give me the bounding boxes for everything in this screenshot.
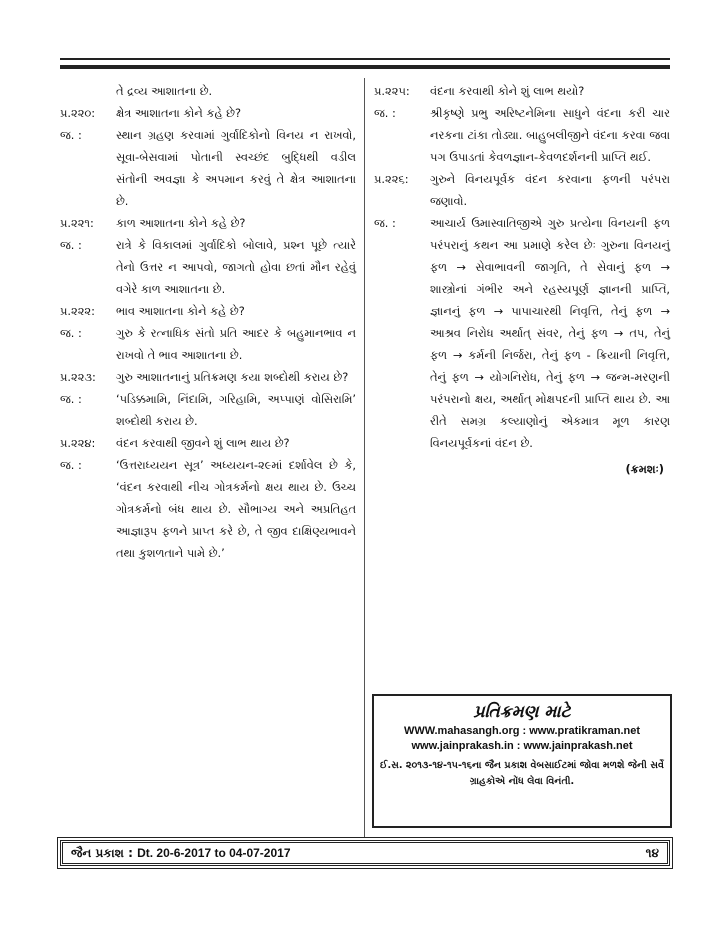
answer-text: ‘ઉત્તરાધ્યયન સૂત્ર’ અધ્યયન-૨૯માં દર્શાવેલ છે કે, ‘વંદન કરવાથી નીચ ગોત્રકર્મનો ક્ષય થાય છે. ઉચ્ચ ગોત્રકર્મનો બંધ થાય છે. સૌભાગ્ય અને અપ્રતિહત આજ્ઞારૂપ ફળને પ્રાપ્ત કરે છે, તે જીવ દાક્ષિણ્યભાવને તથા કુશળતાને પામે છે.’	[116, 458, 356, 560]
question-number: પ્ર.૨૨૩:	[60, 370, 96, 384]
answer-entry	[60, 322, 356, 366]
publication-name: જૈન પ્રકાશ :	[71, 845, 138, 860]
question-text: કાળ આશાતના કોને કહે છે?	[116, 216, 246, 230]
pratikraman-notice-box	[372, 694, 672, 828]
question-number: પ્ર.૨૨૧:	[60, 216, 94, 230]
question-entry	[60, 212, 356, 234]
left-column	[60, 80, 356, 564]
continuation-text: તે દ્રવ્ય આશાતના છે.	[116, 84, 213, 98]
answer-label: જ. :	[60, 326, 82, 340]
question-text: વંદન કરવાથી જીવને શું લાભ થાય છે?	[116, 436, 290, 450]
answer-label: જ. :	[60, 238, 82, 252]
answer-entry	[60, 234, 356, 300]
answer-label: જ. :	[60, 128, 82, 142]
answer-entry	[60, 454, 356, 564]
question-text: ગુરુ આશાતનાનું પ્રતિક્રમણ કયા શબ્દોથી કરાય છે?	[116, 370, 349, 384]
answer-text: સ્થાન ગ્રહણ કરવામાં ગુર્વાદિકોનો વિનય ન રાખવો, સૂવા-બેસવામાં પોતાની સ્વચ્છંદ બુદ્ધિથી વડીલ સંતોની અવજ્ઞા કે અપમાન કરવું તે ક્ષેત્ર આશાતના છે.	[116, 128, 356, 208]
top-rule	[60, 58, 670, 60]
answer-label: જ. :	[374, 106, 396, 120]
answer-text: ‘પડિક્કમામિ, નિંદામિ, ગરિહામિ, અપ્પાણં વોસિરામિ’ શબ્દોથી કરાય છે.	[116, 392, 356, 428]
issue-date: Dt. 20-6-2017 to 04-07-2017	[137, 845, 291, 860]
question-entry	[60, 300, 356, 322]
notice-title: પ્રતિક્રમણ માટે	[473, 702, 571, 722]
question-entry	[60, 102, 356, 124]
continued-label: (ક્રમશઃ)	[625, 462, 664, 476]
answer-entry	[374, 212, 670, 454]
notice-text: ઈ.સ. ૨૦૧૩-૧૪-૧૫-૧૬ના જૈન પ્રકાશ વેબસાઈટમાં જોવા મળશે જેની સર્વે ગ્રાહકોએ નોંધ લેવા વિનંતી.	[380, 760, 664, 787]
question-entry	[60, 366, 356, 388]
right-entries	[374, 80, 670, 454]
answer-label: જ. :	[60, 392, 82, 406]
answer-entry	[374, 102, 670, 168]
question-number: પ્ર.૨૨૦:	[60, 106, 96, 120]
question-text: વંદના કરવાથી કોને શું લાભ થયો?	[430, 84, 585, 98]
notice-links-1[interactable]: WWW.mahasangh.org : www.pratikraman.net	[403, 725, 641, 737]
answer-text: આચાર્ય ઉમાસ્વાતિજીએ ગુરુ પ્રત્યેના વિનયની ફળ પરંપરાનું કથન આ પ્રમાણે કરેલ છેઃ ગુરુના વિનયનું ફળ → સેવાભાવની જાગૃતિ, તે સેવાનું ફળ → શાસ્ત્રોનાં ગંભીર અને રહસ્યપૂર્ણ જ્ઞાનની પ્રાપ્તિ, જ્ઞાનનું ફળ → પાપાચારથી નિવૃત્તિ, તેનું ફળ → આશ્રવ નિરોધ અર્થાત્ સંવર, તેનું ફળ → તપ, તેનું ફળ → કર્મની નિર્જરા, તેનું ફળ - ક્રિયાની નિવૃત્તિ, તેનું ફળ → યોગનિરોધ, તેનું ફળ → જન્મ-મરણની પરંપરાનો ક્ષય, અર્થાત્ મોક્ષપદની પ્રાપ્તિ થાય છે. આ રીતે સમગ્ર કલ્યાણોનું એકમાત્ર મૂળ કારણ વિનયપૂર્વકનાં વંદન છે.	[430, 216, 670, 450]
answer-label: જ. :	[374, 216, 396, 230]
question-number: પ્ર.૨૨૫:	[374, 84, 410, 98]
column-divider	[364, 78, 365, 838]
notice-links-2[interactable]: www.jainprakash.in : www.jainprakash.net	[411, 740, 633, 752]
page-footer	[60, 840, 670, 866]
question-text: ભાવ આશાતના કોને કહે છે?	[116, 304, 245, 318]
question-text: ગુરુને વિનયપૂર્વક વંદન કરવાના ફળની પરંપરા જણાવો.	[430, 172, 670, 208]
question-entry	[374, 80, 670, 102]
question-number: પ્ર.૨૨૪:	[60, 436, 96, 450]
answer-entry	[60, 124, 356, 212]
page-number: ૧૪	[645, 845, 659, 860]
answer-label: જ. :	[60, 458, 82, 472]
question-entry	[60, 432, 356, 454]
answer-text: શ્રીકૃષ્ણે પ્રભુ અરિષ્ટનેમિના સાધુને વંદના કરી ચાર નરકના ટાંકા તોડ્યા. બાહુબલીજીને વંદના કરવા જવા પગ ઉપાડતાં કેવળજ્ઞાન-કેવળદર્શનની પ્રાપ્તિ થઈ.	[430, 106, 670, 164]
footer-title	[71, 846, 291, 861]
question-number: પ્ર.૨૨૨:	[60, 304, 95, 318]
question-text: ક્ષેત્ર આશાતના કોને કહે છે?	[116, 106, 242, 120]
question-number: પ્ર.૨૨૬:	[374, 172, 409, 186]
question-entry	[374, 168, 670, 212]
top-rule-thick	[60, 65, 670, 69]
answer-text: ગુરુ કે રત્નાધિક સંતો પ્રતિ આદર કે બહુમાનભાવ ન રાખવો તે ભાવ આશાતના છે.	[116, 326, 356, 362]
answer-entry	[60, 388, 356, 432]
answer-text: રાત્રે કે વિકાલમાં ગુર્વાદિકો બોલાવે, પ્રશ્ન પૂછે ત્યારે તેનો ઉત્તર ન આપવો, જાગતો હોવા છતાં મૌન રહેવું વગેરે કાળ આશાતના છે.	[116, 238, 356, 296]
right-column	[374, 80, 670, 480]
